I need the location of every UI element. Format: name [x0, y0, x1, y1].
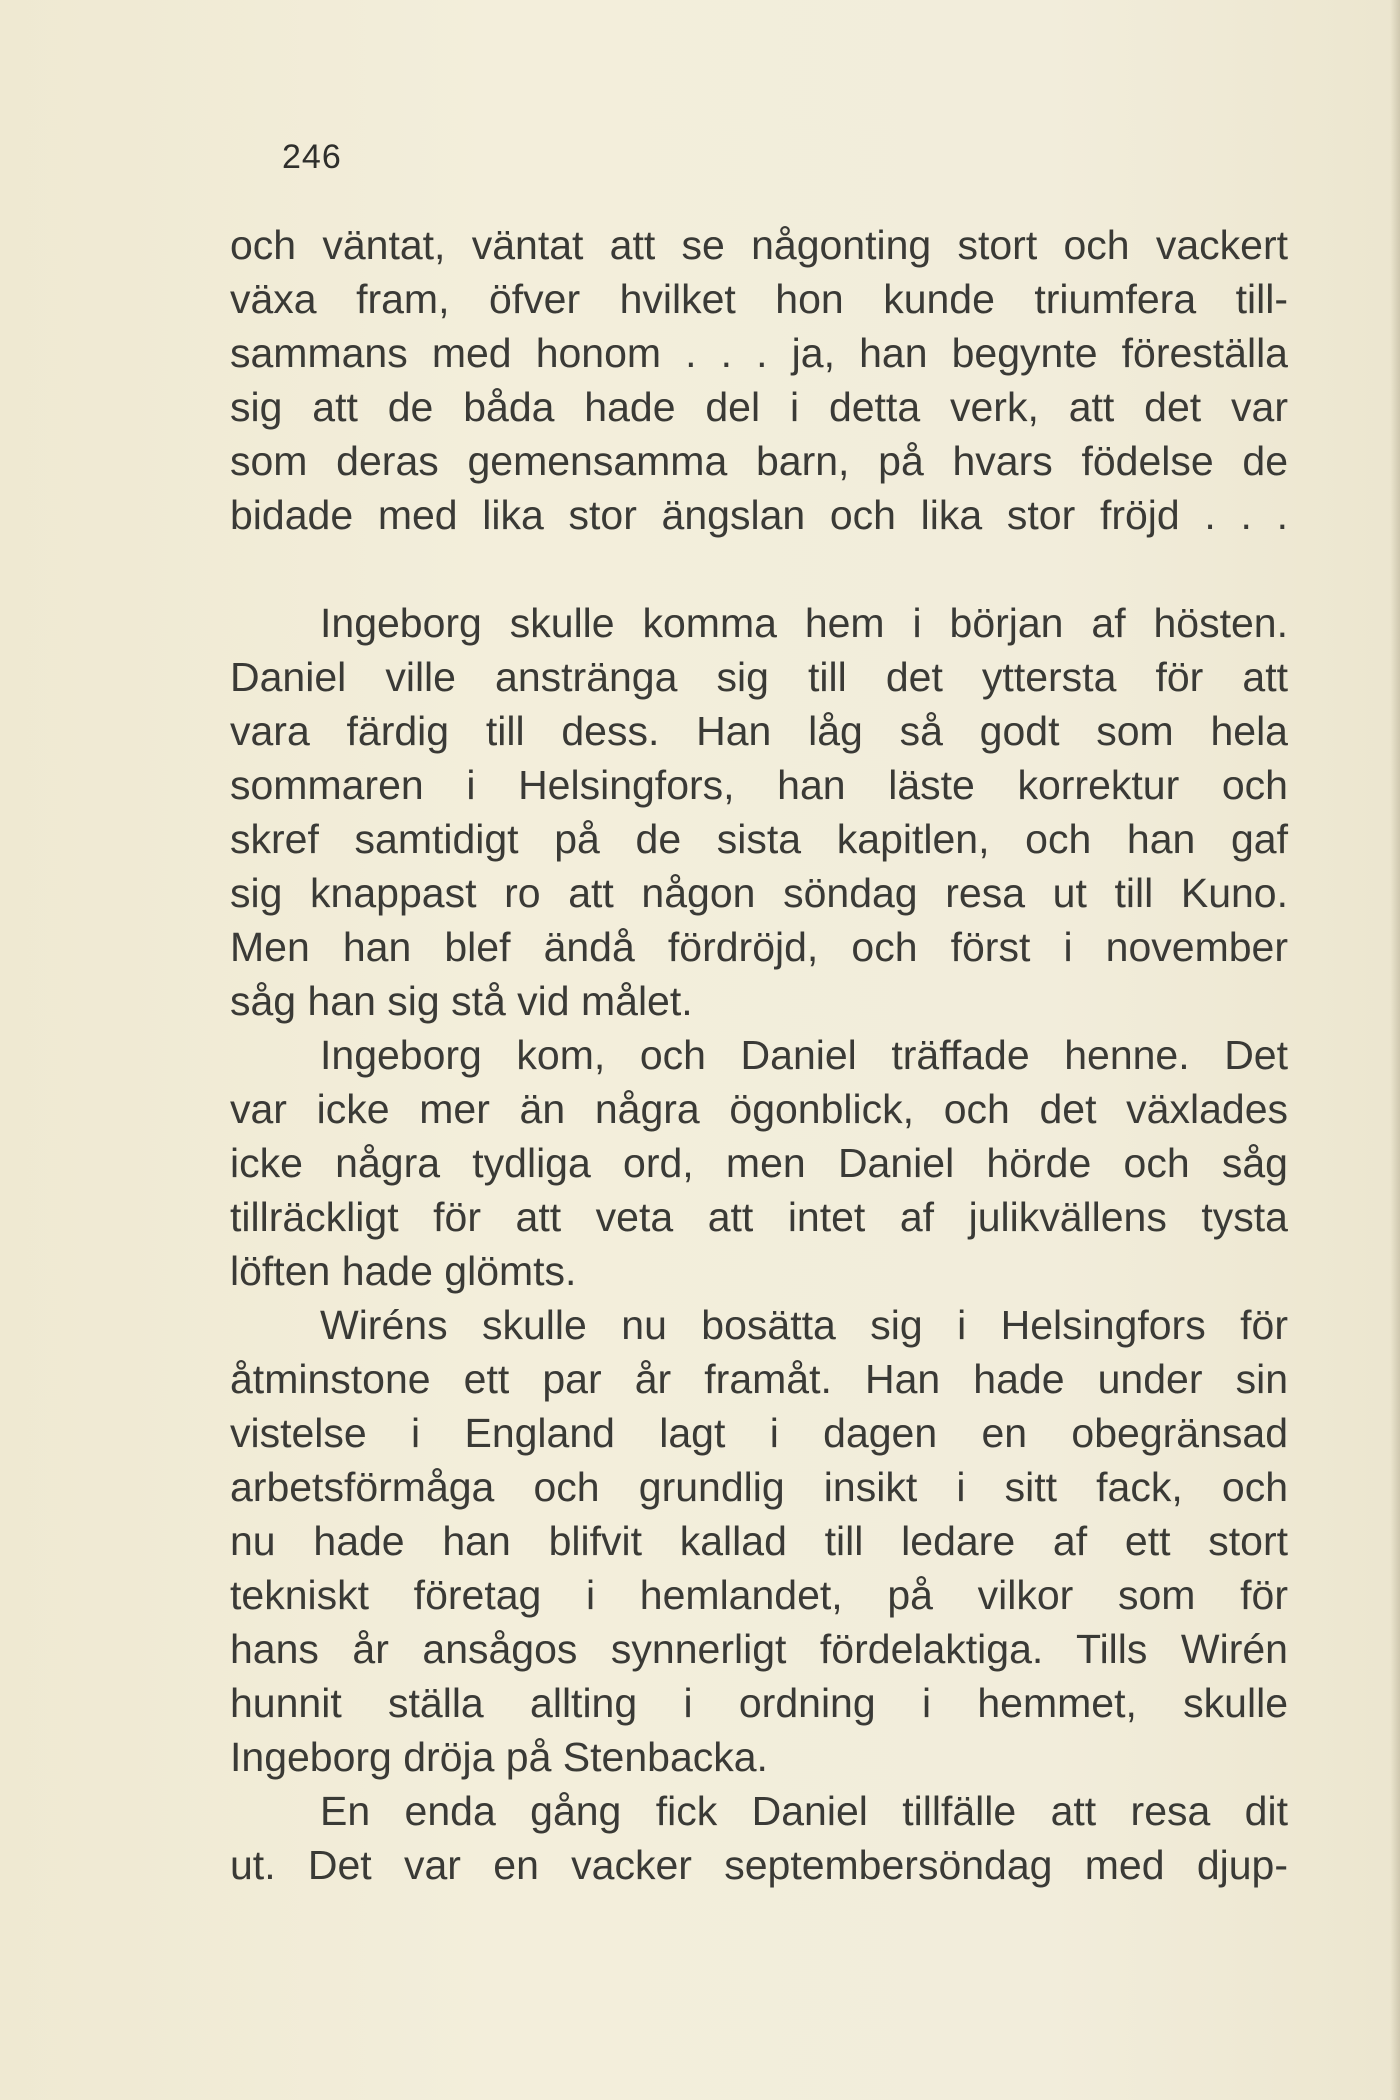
text-line: växa fram, öfver hvilket hon kunde triumfera till-: [230, 276, 1288, 322]
paragraph-2: [230, 596, 1288, 1028]
text-line: åtminstone ett par år framåt. Han hade under sin: [230, 1356, 1288, 1402]
text-line: skref samtidigt på de sista kapitlen, och han gaf: [230, 816, 1288, 862]
text-line: löften hade glömts.: [230, 1248, 577, 1294]
text-line: arbetsförmåga och grundlig insikt i sitt fack, och: [230, 1464, 1288, 1510]
text-line: var icke mer än några ögonblick, och det växlades: [230, 1086, 1288, 1132]
paragraph-1: [230, 218, 1288, 542]
text-line: hans år ansågos synnerligt fördelaktiga. Tills Wirén: [230, 1626, 1288, 1672]
text-line: sig att de båda hade del i detta verk, att det var: [230, 384, 1288, 430]
text-line: vara färdig till dess. Han låg så godt som hela: [230, 708, 1288, 754]
paragraph-5: [230, 1784, 1288, 1892]
text-line: vistelse i England lagt i dagen en obegränsad: [230, 1410, 1288, 1456]
text-line: sig knappast ro att någon söndag resa ut till Kuno.: [230, 870, 1288, 916]
text-line: såg han sig stå vid målet.: [230, 978, 693, 1024]
text-line: ut. Det var en vacker septembersöndag med djup-: [230, 1842, 1288, 1888]
text-line: som deras gemensamma barn, på hvars födelse de: [230, 438, 1288, 484]
text-line: Men han blef ändå fördröjd, och först i november: [230, 924, 1288, 970]
text-line: icke några tydliga ord, men Daniel hörde och såg: [230, 1140, 1288, 1186]
text-line: En enda gång fick Daniel tillfälle att resa dit: [320, 1788, 1288, 1834]
page-number: 246: [282, 138, 342, 176]
text-line: Ingeborg dröja på Stenbacka.: [230, 1734, 768, 1780]
body-text: [230, 218, 1288, 1892]
text-line: nu hade han blifvit kallad till ledare af ett stort: [230, 1518, 1288, 1564]
section-break: [230, 542, 1288, 596]
text-line: Ingeborg kom, och Daniel träffade henne. Det: [320, 1032, 1288, 1078]
text-line: och väntat, väntat att se någonting stort och vackert: [230, 222, 1288, 268]
text-line: tekniskt företag i hemlandet, på vilkor som för: [230, 1572, 1288, 1618]
text-line: hunnit ställa allting i ordning i hemmet, skulle: [230, 1680, 1288, 1726]
text-line: bidade med lika stor ängslan och lika stor fröjd . . .: [230, 492, 1288, 538]
text-line: sammans med honom . . . ja, han begynte föreställa: [230, 330, 1288, 376]
text-line: tillräckligt för att veta att intet af julikvällens tysta: [230, 1194, 1288, 1240]
text-line: Daniel ville anstränga sig till det yttersta för att: [230, 654, 1288, 700]
text-line: Ingeborg skulle komma hem i början af hösten.: [320, 600, 1288, 646]
paragraph-4: [230, 1298, 1288, 1784]
paragraph-3: [230, 1028, 1288, 1298]
text-line: Wiréns skulle nu bosätta sig i Helsingfors för: [320, 1302, 1288, 1348]
page-edge-shadow: [1390, 0, 1400, 2100]
text-line: sommaren i Helsingfors, han läste korrektur och: [230, 762, 1288, 808]
